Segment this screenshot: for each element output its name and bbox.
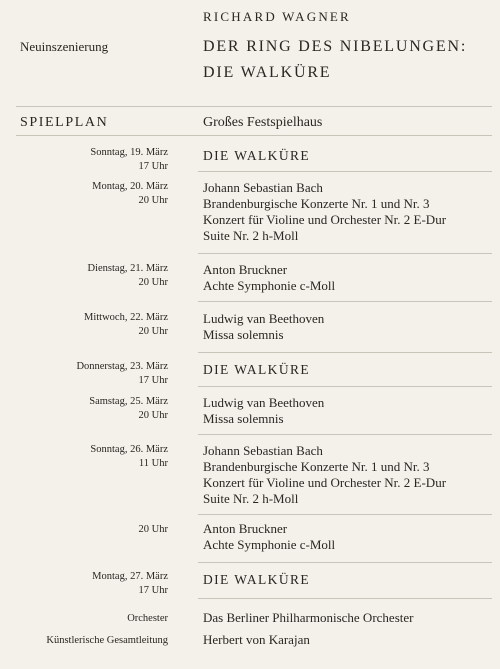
row-divider <box>198 171 492 172</box>
event-time: 20 Uhr <box>138 277 168 288</box>
program-line: Brandenburgische Konzerte Nr. 1 und Nr. 3 <box>203 459 430 474</box>
event-time: 17 Uhr <box>138 375 168 386</box>
event-time: 20 Uhr <box>138 524 168 535</box>
event-date <box>76 360 168 388</box>
event-program <box>203 572 310 588</box>
event-date <box>92 570 168 598</box>
program-line: Konzert für Violine und Orchester Nr. 2 E-Dur <box>203 212 447 227</box>
event-program <box>203 395 324 427</box>
event-date <box>90 146 168 174</box>
event-day: Dienstag, 21. März <box>87 263 168 274</box>
program-line: DIE WALKÜRE <box>203 362 311 377</box>
program-line: DIE WALKÜRE <box>203 572 311 587</box>
row-divider <box>198 598 492 599</box>
event-day: Montag, 20. März <box>92 181 168 192</box>
program-line: Missa solemnis <box>203 411 284 426</box>
program-line: Missa solemnis <box>203 327 284 342</box>
credit-value-direction: Herbert von Karajan <box>203 632 310 647</box>
event-day: Mittwoch, 22. März <box>84 312 168 323</box>
program-line: Anton Bruckner <box>203 521 288 536</box>
program-line: Anton Bruckner <box>203 262 288 277</box>
program-line: Suite Nr. 2 h-Moll <box>203 491 299 506</box>
event-date <box>139 523 168 537</box>
event-time: 20 Uhr <box>138 410 168 421</box>
event-time: 17 Uhr <box>138 585 168 596</box>
event-date <box>89 395 168 423</box>
program-line: Achte Symphonie c-Moll <box>203 537 336 552</box>
header-divider <box>16 106 492 107</box>
event-program <box>203 521 335 553</box>
program-line: Brandenburgische Konzerte Nr. 1 und Nr. 3 <box>203 196 430 211</box>
event-day: Donnerstag, 23. März <box>76 361 168 372</box>
program-line: Ludwig van Beethoven <box>203 395 325 410</box>
row-divider <box>198 352 492 353</box>
row-divider <box>198 386 492 387</box>
venue-name: Großes Festspielhaus <box>203 115 323 130</box>
event-time: 17 Uhr <box>138 161 168 172</box>
schedule-heading: SPIELPLAN <box>20 115 109 130</box>
event-program <box>203 148 310 164</box>
program-line: Suite Nr. 2 h-Moll <box>203 228 299 243</box>
event-day: Samstag, 25. März <box>89 396 168 407</box>
event-program <box>203 262 335 294</box>
event-date <box>88 262 168 290</box>
event-date <box>92 180 168 208</box>
credit-value-orchestra: Das Berliner Philharmonische Orchester <box>203 610 414 625</box>
work-title-line-2: DIE WALKÜRE <box>203 64 332 81</box>
credit-label-direction: Künstlerische Gesamtleitung <box>46 635 168 646</box>
event-time: 20 Uhr <box>138 195 168 206</box>
program-line: Ludwig van Beethoven <box>203 311 325 326</box>
event-date <box>90 443 168 471</box>
composer-name: RICHARD WAGNER <box>203 9 351 24</box>
row-divider <box>198 253 492 254</box>
event-day: Sonntag, 19. März <box>90 147 168 158</box>
work-title-line-1: DER RING DES NIBELUNGEN: <box>203 38 468 55</box>
program-line: Johann Sebastian Bach <box>203 443 323 458</box>
event-time: 11 Uhr <box>138 458 168 469</box>
event-program <box>203 362 310 378</box>
program-line: DIE WALKÜRE <box>203 148 311 163</box>
event-day: Montag, 27. März <box>92 571 168 582</box>
row-divider <box>198 514 492 515</box>
credit-label-orchestra: Orchester <box>127 613 168 624</box>
program-line: Achte Symphonie c-Moll <box>203 278 336 293</box>
row-divider <box>198 562 492 563</box>
event-time: 20 Uhr <box>138 326 168 337</box>
production-label: Neuinszenierung <box>20 39 109 54</box>
event-program <box>203 180 446 244</box>
event-day: Sonntag, 26. März <box>90 444 168 455</box>
program-line: Johann Sebastian Bach <box>203 180 323 195</box>
event-program <box>203 311 324 343</box>
row-divider <box>198 434 492 435</box>
schedule-divider <box>16 135 492 136</box>
event-program <box>203 443 446 507</box>
program-line: Konzert für Violine und Orchester Nr. 2 E-Dur <box>203 475 447 490</box>
event-date <box>84 311 168 339</box>
row-divider <box>198 301 492 302</box>
